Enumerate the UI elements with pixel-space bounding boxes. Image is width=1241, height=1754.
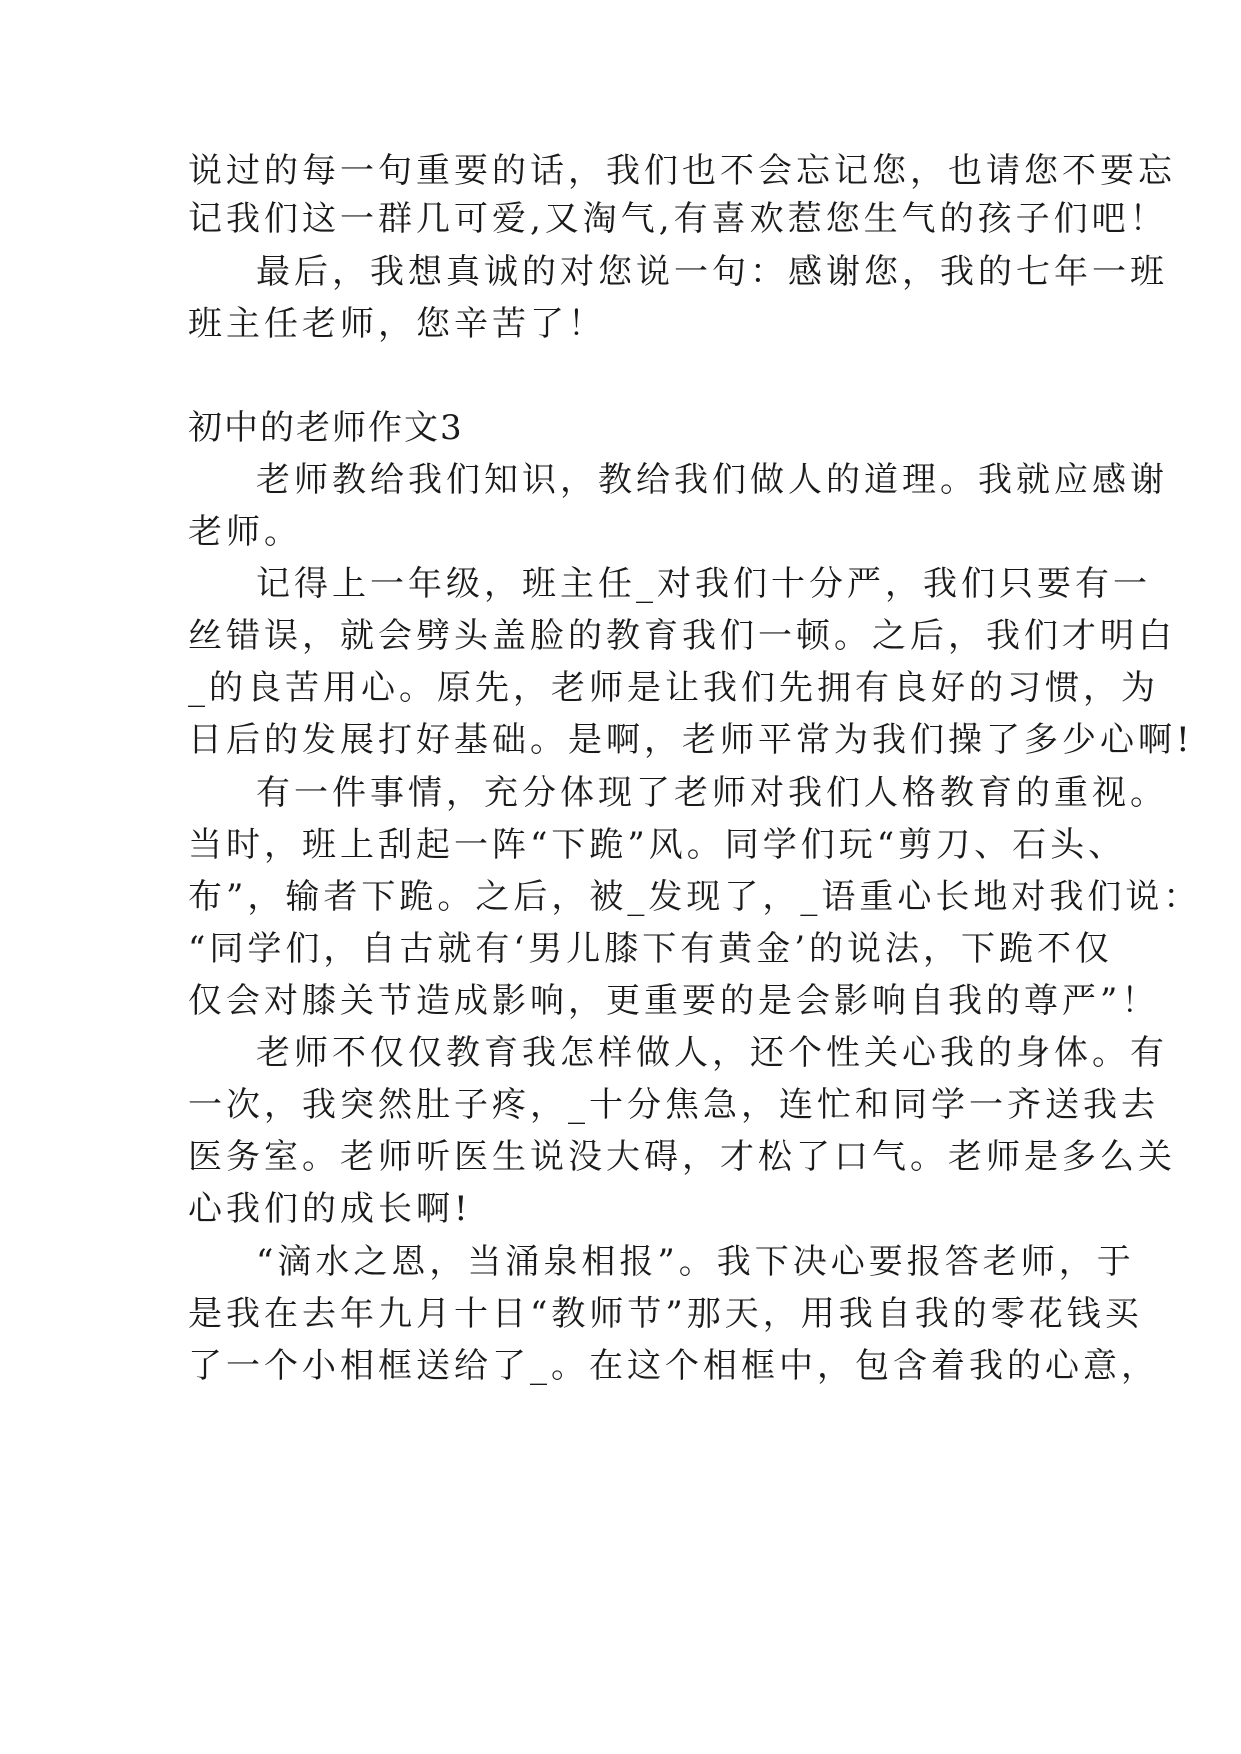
text-line: 仅会对膝关节造成影响，更重要的是会影响自我的尊严”！: [188, 981, 1160, 1021]
text-line: 一次，我突然肚子疼，_十分焦急，连忙和同学一齐送我去: [188, 1085, 1159, 1125]
paragraph-first-line: 老师教给我们知识，教给我们做人的道理。我就应感谢: [256, 460, 1168, 500]
text-line: 是我在去年九月十日“教师节”那天，用我自我的零花钱买: [188, 1294, 1143, 1334]
text-line: 班主任老师，您辛苦了！: [188, 304, 606, 344]
text-line: 布”，输者下跪。之后，被_发现了，_语重心长地对我们说：: [188, 877, 1202, 917]
text-line: 当时，班上刮起一阵“下跪”风。同学们玩“剪刀、石头、: [188, 825, 1127, 865]
text-line: 了一个小相框送给了_。在这个相框中，包含着我的心意，: [188, 1346, 1159, 1386]
text-line: 医务室。老师听医生说没大碍，才松了口气。老师是多么关: [188, 1137, 1176, 1177]
text-line: 日后的发展打好基础。是啊，老师平常为我们操了多少心啊!: [188, 720, 1194, 760]
text-line: “同学们，自古就有‘男儿膝下有黄金’的说法，下跪不仅: [188, 929, 1113, 969]
paragraph-first-line: 有一件事情，充分体现了老师对我们人格教育的重视。: [256, 773, 1168, 813]
text-line: 老师。: [188, 512, 302, 552]
paragraph-first-line: “滴水之恩，当涌泉相报”。我下决心要报答老师，于: [256, 1242, 1135, 1282]
text-line: 心我们的成长啊!: [188, 1189, 472, 1229]
text-line: 记我们这一群几可爱,又淘气,有喜欢惹您生气的孩子们吧！: [188, 199, 1168, 239]
section-heading: 初中的老师作文3: [188, 408, 464, 448]
text-line: 说过的每一句重要的话，我们也不会忘记您，也请您不要忘: [188, 151, 1176, 191]
text-line: 丝错误，就会劈头盖脸的教育我们一顿。之后，我们才明白: [188, 616, 1176, 656]
paragraph-first-line: 记得上一年级，班主任_对我们十分严，我们只要有一: [256, 564, 1151, 604]
text-line: _的良苦用心。原先，老师是让我们先拥有良好的习惯，为: [188, 668, 1159, 708]
paragraph-first-line: 老师不仅仅教育我怎样做人，还个性关心我的身体。有: [256, 1033, 1168, 1073]
paragraph-first-line: 最后，我想真诚的对您说一句：感谢您，我的七年一班: [256, 252, 1168, 292]
